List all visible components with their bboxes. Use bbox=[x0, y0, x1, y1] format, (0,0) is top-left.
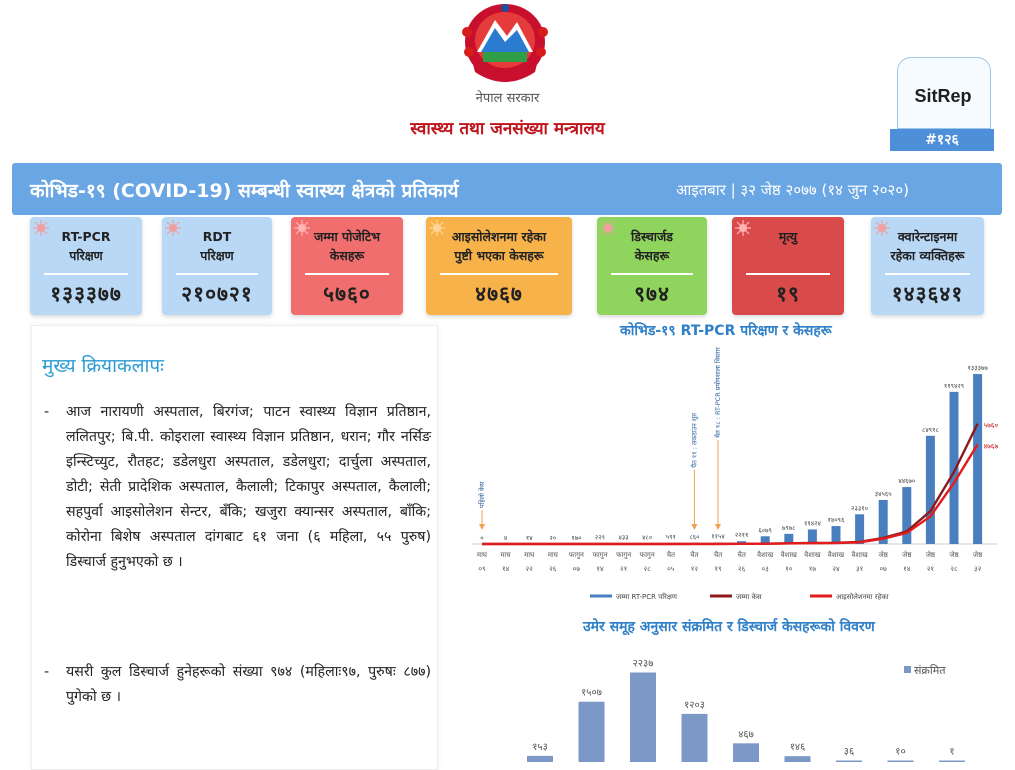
stat-value: ९७४ bbox=[597, 280, 707, 308]
bar-value-label: ६०७९ bbox=[758, 526, 772, 534]
activity-text: आज नारायणी अस्पताल, बिरगंज; पाटन स्वास्थ्य विज्ञान प्रतिष्ठान, ललितपुर; बि.पी. कोइराला स्वास्थ्य विज्ञान प्रतिष्ठान, धरान; गौर नर्सिङ इन्स्टिच्युट, रौतहट; डडेलधुरा अस्पताल, डडेलधुरा; दार्चुला अस्पताल, डोटी; सेती प्रादेशिक अस्पताल, कैलाली; टिकापुर अस्पताल, कैलाली; सहपुर्वा आइसोलेशन सेन्टर, बँकि; खजुरा क्यान्सर अस्पताल, बाँकि; कोरोना बिशेष अस्पताल दांगबाट ६१ जना (६ महिला, ५५ पुरुष) डिस्चार्ज हुनुभएको छ । bbox=[66, 400, 431, 575]
sitrep-label: SitRep bbox=[897, 86, 989, 107]
x-tick-label: जेष्ठ bbox=[879, 550, 889, 559]
annotation-label: चैत १८ : RT-PCR प्रयोगशाला विस्तार bbox=[714, 347, 722, 438]
x-tick-label: वैशाख bbox=[804, 550, 820, 559]
x-tick-label: चैत bbox=[714, 550, 723, 559]
activity-text: यसरी कुल डिस्चार्ज हुनेहरूको संख्या ९७४ (महिलाः९७, पुरुषः ८७७) पुगेको छ । bbox=[66, 660, 431, 710]
bar-value-label: २३३१० bbox=[851, 504, 868, 512]
x-tick-label: वैशाख bbox=[851, 550, 867, 559]
stat-label: डिस्चार्जड bbox=[631, 229, 673, 244]
x-tick-label: १४ bbox=[596, 565, 604, 573]
x-tick-label: फागुन bbox=[592, 551, 607, 559]
x-tick-label: चैत bbox=[737, 550, 746, 559]
bar-testing bbox=[902, 487, 911, 544]
bar-value-label: ४८० bbox=[642, 533, 652, 541]
bar-value-label: ३४५६५ bbox=[875, 490, 893, 498]
x-tick-label: चैत bbox=[667, 550, 676, 559]
annotation-arrowhead bbox=[691, 524, 697, 530]
bar-testing bbox=[832, 526, 841, 544]
bar-infected bbox=[527, 756, 553, 762]
bar-value-label: १ bbox=[949, 747, 954, 758]
x-tick-label: ०३ bbox=[762, 565, 770, 573]
x-tick-label: जेष्ठ bbox=[902, 550, 912, 559]
report-date: आइतबार | ३२ जेष्ठ २०७७ (१४ जुन २०२०) bbox=[676, 180, 909, 200]
x-tick-label: ३१ bbox=[856, 565, 863, 573]
bar-infected bbox=[682, 714, 708, 762]
x-tick-label: १७ bbox=[809, 565, 817, 573]
x-tick-label: २१ bbox=[620, 565, 627, 573]
bar-value-label: १४०९६ bbox=[828, 516, 846, 524]
bar-value-label: १४६ bbox=[790, 742, 806, 753]
x-tick-label: जेष्ठ bbox=[949, 550, 959, 559]
stat-value: १३३३७७ bbox=[30, 280, 142, 308]
x-tick-label: ०५ bbox=[667, 565, 675, 573]
x-tick-label: चैत bbox=[690, 550, 699, 559]
annotation-label: पहिलो केस bbox=[478, 481, 486, 508]
x-tick-label: फागुन bbox=[569, 551, 584, 559]
x-tick-label: १४ bbox=[903, 565, 911, 573]
stat-label: RDT bbox=[203, 229, 232, 244]
bar-testing bbox=[926, 436, 935, 544]
stat-card-rdt bbox=[162, 217, 272, 315]
bar-value-label: ४ bbox=[504, 534, 508, 542]
stat-card-rtpcr bbox=[30, 217, 142, 315]
stat-sublabel: केसहरू bbox=[330, 248, 364, 263]
bar-infected bbox=[733, 743, 759, 762]
sitrep-number: #१२६ bbox=[890, 129, 994, 151]
x-tick-label: २६ bbox=[738, 565, 746, 573]
bar-value-label: २२३७ bbox=[633, 659, 654, 670]
bar-value-label: ३६ bbox=[844, 747, 854, 758]
bar-infected bbox=[836, 761, 862, 763]
stat-label: आइसोलेशनमा रहेका bbox=[452, 229, 546, 244]
banner-title: कोभिड-१९ (COVID-19) सम्बन्धी स्वास्थ्य क्षेत्रको प्रतिकार्य bbox=[30, 177, 459, 203]
legend-label: आइसोलेशनमा रहेका bbox=[836, 592, 889, 601]
x-tick-label: २२ bbox=[526, 565, 534, 573]
x-tick-label: वैशाख bbox=[757, 550, 773, 559]
bar-value-label: ७९७८ bbox=[782, 524, 796, 532]
bar-value-label: ४४६७० bbox=[898, 477, 915, 485]
bar-value-label: १० bbox=[895, 747, 905, 758]
stat-label: जम्मा पोजेटिभ bbox=[314, 229, 380, 244]
x-tick-label: १४ bbox=[502, 565, 510, 573]
bar-value-label: २० bbox=[549, 534, 556, 542]
annotation-arrowhead bbox=[715, 524, 721, 530]
x-tick-label: ०९ bbox=[478, 565, 486, 573]
x-tick-label: वैशाख bbox=[828, 550, 844, 559]
stat-card-isolation bbox=[426, 217, 572, 315]
x-tick-label: माघ bbox=[548, 551, 559, 559]
bar-value-label: १२०३ bbox=[684, 700, 705, 711]
x-tick-label: माघ bbox=[501, 551, 512, 559]
annotation-label: चैत ११ : लकडाउन शुरु bbox=[690, 413, 698, 468]
bar-testing bbox=[855, 514, 864, 544]
stat-value: २१०७२१ bbox=[162, 280, 272, 308]
x-tick-label: जेष्ठ bbox=[973, 550, 983, 559]
bar-testing bbox=[973, 374, 982, 544]
bar-value-label: ८६० bbox=[689, 533, 699, 541]
bar-infected bbox=[630, 673, 656, 762]
government-label: नेपाल सरकार bbox=[420, 88, 595, 106]
bar-infected bbox=[579, 702, 605, 762]
bar-infected bbox=[939, 761, 965, 763]
stat-label: मृत्यु bbox=[779, 229, 797, 244]
activity-bullet: - यसरी कुल डिस्चार्ज हुनेहरूको संख्या ९७४ (महिलाः९७, पुरुषः ८७७) पुगेको छ । bbox=[46, 660, 431, 710]
activity-bullet: - आज नारायणी अस्पताल, बिरगंज; पाटन स्वास्थ्य विज्ञान प्रतिष्ठान, ललितपुर; बि.पी. कोइराला स्वास्थ्य विज्ञान प्रतिष्ठान, धरान; गौर नर्सिङ इन्स्टिच्युट, रौतहट; डडेलधुरा अस्पताल, डडेलधुरा; दार्चुला अस्पताल, डोटी; सेती प्रादेशिक अस्पताल, कैलाली; टिकापुर अस्पताल, कैलाली; सहपुर्वा आइसोलेशन सेन्टर, बँकि; खजुरा क्यान्सर अस्पताल, बाँकि; कोरोना बिशेष अस्पताल दांगबाट ६१ जना (६ महिला, ५५ पुरुष) डिस्चार्ज हुनुभएको छ । bbox=[46, 400, 431, 575]
bar-value-label: ० bbox=[480, 534, 483, 542]
x-tick-label: २४ bbox=[832, 565, 840, 573]
chart-title: उमेर समूह अनुसार संक्रमित र डिस्चार्ज केसहरूको विवरण bbox=[583, 617, 875, 636]
x-tick-label: ०७ bbox=[573, 565, 581, 573]
x-tick-label: माघ bbox=[477, 551, 488, 559]
x-tick-label: २८ bbox=[950, 565, 958, 573]
bar-value-label: ११४२४ bbox=[804, 519, 822, 527]
bar-value-label: १५३ bbox=[532, 742, 548, 753]
bar-value-label: १३३३७७ bbox=[967, 364, 988, 372]
stat-sublabel: केसहरू bbox=[635, 248, 669, 263]
x-tick-label: १९ bbox=[714, 565, 722, 573]
x-tick-label: माघ bbox=[524, 551, 535, 559]
stat-value: ५७६० bbox=[291, 280, 403, 308]
bar-value-label: १७० bbox=[571, 534, 581, 542]
x-tick-label: १२ bbox=[691, 565, 699, 573]
stat-label: क्वारेन्टाइनमा bbox=[898, 229, 957, 244]
testing-cases-chart bbox=[462, 340, 1015, 608]
bar-infected bbox=[888, 761, 914, 763]
legend-label: जम्मा RT-PCR परिक्षण bbox=[616, 592, 678, 601]
bar-value-label: २२११ bbox=[735, 531, 749, 539]
x-tick-label: १० bbox=[785, 565, 793, 573]
age-group-chart bbox=[500, 640, 1015, 768]
line-end-label: ५७६० bbox=[984, 422, 999, 430]
bar-infected bbox=[785, 756, 811, 762]
x-tick-label: फागुन bbox=[616, 551, 631, 559]
stat-card-quarantine bbox=[871, 217, 984, 315]
x-tick-label: २१ bbox=[927, 565, 934, 573]
x-tick-label: २६ bbox=[549, 565, 557, 573]
ministry-title: स्वास्थ्य तथा जनसंख्या मन्त्रालय bbox=[330, 116, 685, 139]
bar-value-label: २२९ bbox=[595, 534, 605, 542]
bar-value-label: ११५४ bbox=[711, 533, 725, 541]
bar-value-label: ८४९१८ bbox=[922, 426, 940, 434]
stat-value: १९ bbox=[732, 280, 844, 308]
legend-label: संक्रमित bbox=[914, 664, 946, 677]
bar-value-label: ११९४२९ bbox=[944, 382, 964, 390]
bar-value-label: ५९१ bbox=[666, 533, 676, 541]
chart-title: कोभिड-१९ RT-PCR परिक्षण र केसहरू bbox=[620, 321, 832, 340]
legend-swatch bbox=[904, 666, 911, 673]
annotation-arrowhead bbox=[479, 524, 485, 530]
bar-value-label: ४३३ bbox=[619, 533, 629, 541]
stat-sublabel: पुष्टी भएका केसहरू bbox=[454, 248, 543, 263]
stat-card-discharged bbox=[597, 217, 707, 315]
stat-value: १४३६४१ bbox=[871, 280, 984, 308]
stat-sublabel: परिक्षण bbox=[69, 248, 102, 263]
stat-sublabel: रहेका व्यक्तिहरू bbox=[891, 248, 965, 263]
stat-label: RT-PCR bbox=[62, 229, 111, 244]
stat-card-positive bbox=[291, 217, 403, 315]
stat-sublabel: परिक्षण bbox=[200, 248, 233, 263]
bar-value-label: १४ bbox=[526, 534, 533, 542]
x-tick-label: वैशाख bbox=[781, 550, 797, 559]
line-end-label: ४७६७ bbox=[984, 442, 999, 450]
bar-value-label: १५०७ bbox=[581, 688, 602, 699]
stat-card-deaths bbox=[732, 217, 844, 315]
bar-value-label: ४६७ bbox=[738, 729, 754, 740]
nepal-government-emblem bbox=[455, 2, 555, 84]
x-tick-label: जेष्ठ bbox=[926, 550, 936, 559]
stat-value: ४७६७ bbox=[426, 280, 572, 308]
x-tick-label: ३२ bbox=[974, 565, 982, 573]
x-tick-label: फागुन bbox=[640, 551, 655, 559]
activities-title: मुख्य क्रियाकलापः bbox=[42, 352, 164, 378]
x-tick-label: २८ bbox=[644, 565, 652, 573]
x-tick-label: ०७ bbox=[880, 565, 888, 573]
legend-label: जम्मा केस bbox=[736, 592, 762, 601]
